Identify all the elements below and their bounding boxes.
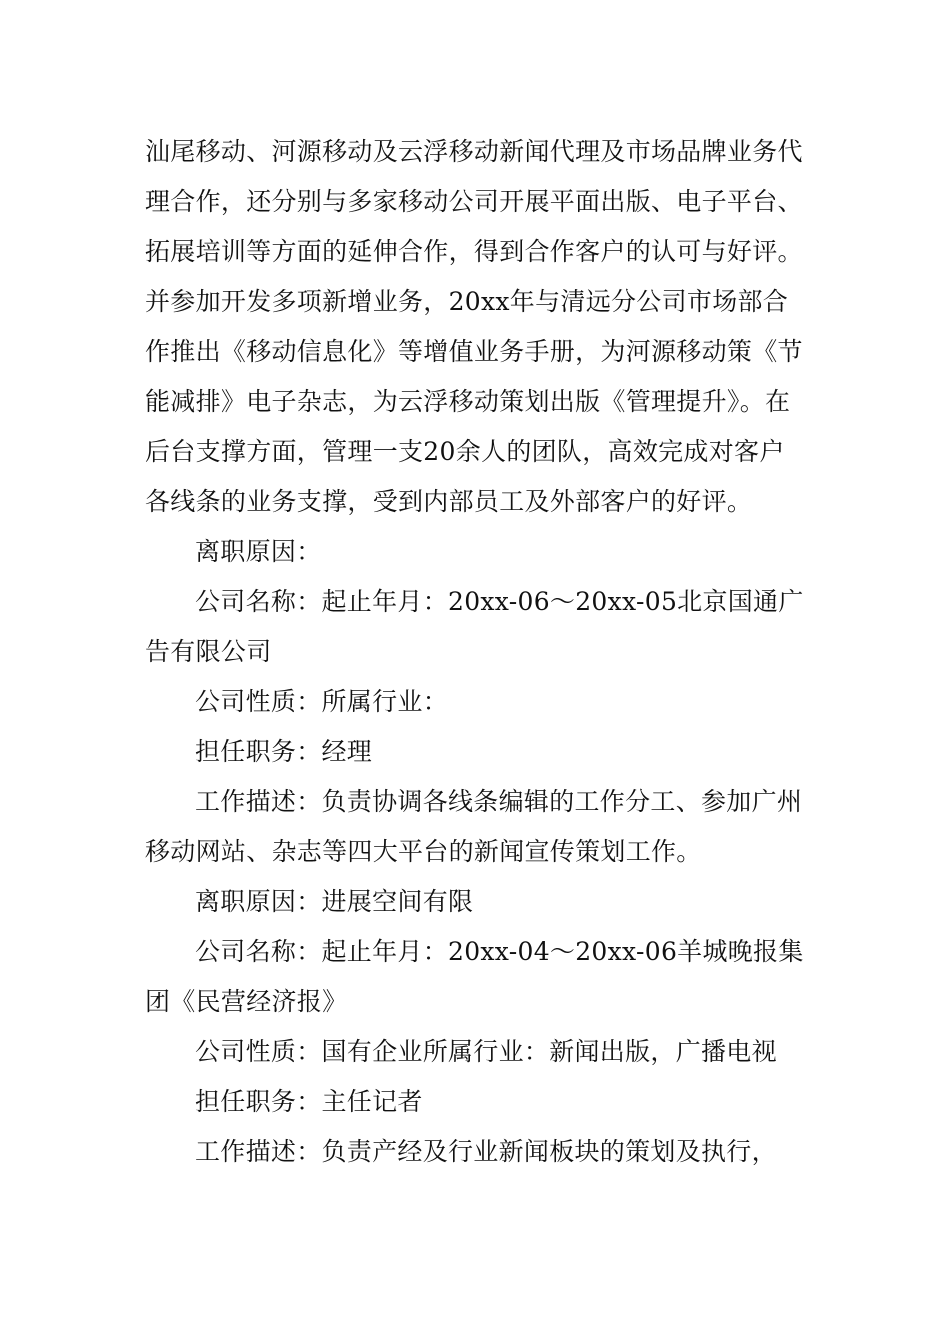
paragraph-position-2: 担任职务：主任记者 bbox=[195, 1087, 423, 1116]
paragraph-company-nature-1: 公司性质：所属行业： bbox=[195, 687, 449, 716]
paragraph-company-nature-2: 公司性质：国有企业所属行业：新闻出版，广播电视 bbox=[195, 1037, 777, 1066]
paragraph-leave-reason-2: 离职原因：进展空间有限 bbox=[195, 887, 474, 916]
paragraph-job-description-2: 工作描述：负责产经及行业新闻板块的策划及执行， bbox=[195, 1137, 777, 1166]
paragraph-company-name-2: 公司名称：起止年月：20xx-04～20xx-06羊城晚报集团《民营经济报》 bbox=[145, 937, 804, 1016]
document-body bbox=[145, 127, 807, 1177]
paragraph-job-description-1: 工作描述：负责协调各线条编辑的工作分工、参加广州移动网站、杂志等四大平台的新闻宣传策划工作。 bbox=[145, 787, 803, 866]
paragraph-position-1: 担任职务：经理 bbox=[195, 737, 373, 766]
paragraph-leave-reason-1: 离职原因： bbox=[195, 537, 322, 566]
paragraph-company-name-1: 公司名称：起止年月：20xx-06～20xx-05北京国通广告有限公司 bbox=[145, 587, 804, 666]
paragraph-business-summary: 汕尾移动、河源移动及云浮移动新闻代理及市场品牌业务代理合作，还分别与多家移动公司开展平面出版、电子平台、拓展培训等方面的延伸合作，得到合作客户的认可与好评。并参加开发多项新增业务，20xx年与清远分公司市场部合作推出《移动信息化》等增值业务手册，为河源移动策《节能减排》电子杂志，为云浮移动策划出版《管理提升》。在后台支撑方面，管理一支20余人的团队，高效完成对客户各线条的业务支撑，受到内部员工及外部客户的好评。 bbox=[145, 137, 803, 516]
